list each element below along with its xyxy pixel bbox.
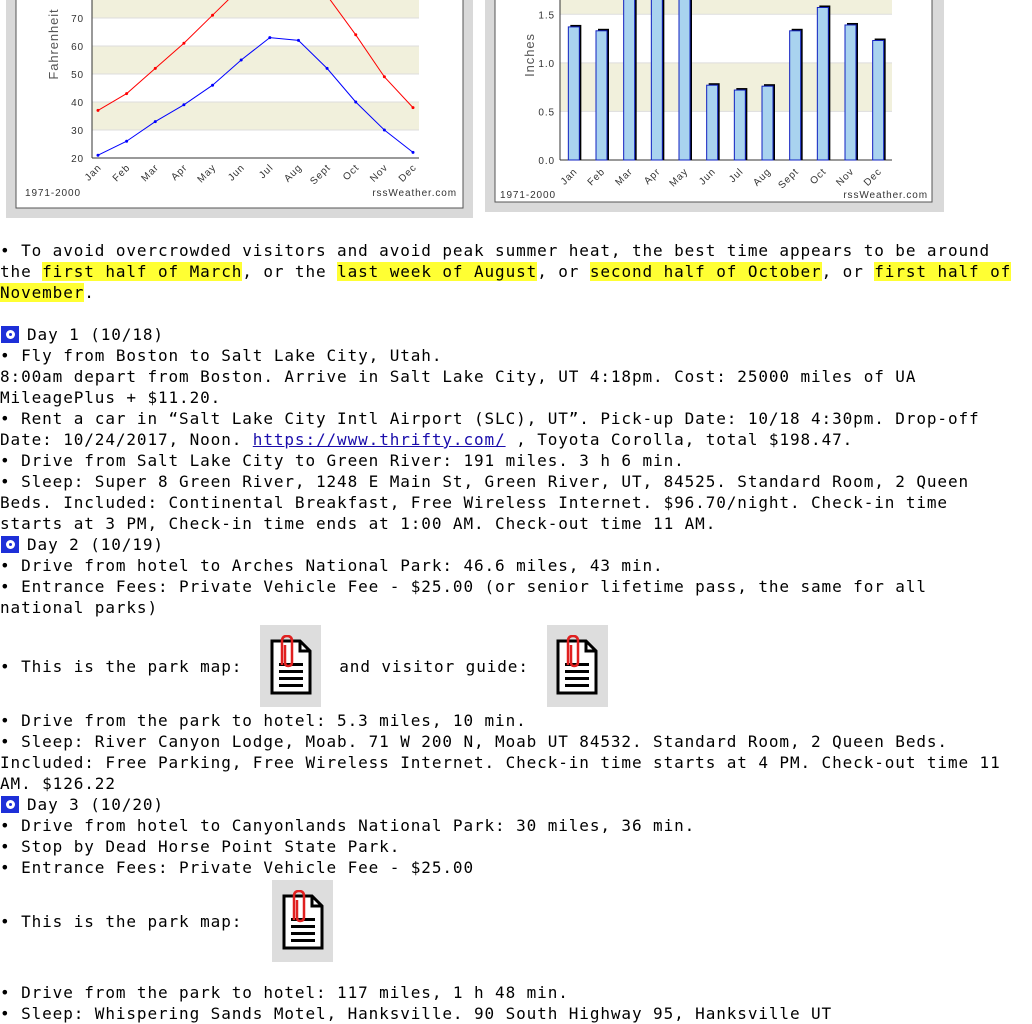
bar [873, 41, 884, 160]
bar [679, 0, 690, 160]
day-2-line-1: • Drive from hotel to Arches National Park: 46.6 miles, 43 min. [0, 556, 664, 575]
x-tick-label: May [667, 166, 691, 190]
data-point [211, 14, 214, 17]
park-map-attachment[interactable] [260, 625, 321, 707]
day-2-attachments [0, 625, 1020, 707]
attachment-document-icon [554, 635, 600, 697]
data-point [182, 42, 185, 45]
intro-end: . [84, 283, 95, 302]
day-3-line-3: • Entrance Fees: Private Vehicle Fee - $25.00 [0, 858, 474, 877]
x-tick-label: Jun [697, 166, 719, 188]
intro-sep-3: , or [821, 262, 875, 281]
x-tick-label: Nov [834, 166, 857, 189]
day-3-line-4: • Drive from the park to hotel: 117 miles, 1 h 48 min. [0, 983, 569, 1002]
day-1-title: Day 1 (10/18) [27, 325, 164, 344]
x-tick-label: Dec [396, 162, 420, 185]
data-point [240, 59, 243, 62]
x-tick-label: Mar [139, 162, 162, 185]
precipitation-chart-frame [485, 0, 944, 212]
day-1-header[interactable] [0, 324, 1020, 345]
x-tick-label: Jul [257, 162, 276, 182]
highlight-october: second half of October [589, 262, 822, 281]
temperature-chart-frame [6, 0, 473, 218]
data-point [268, 36, 271, 39]
data-point [182, 103, 185, 106]
collapse-toggle-icon[interactable] [1, 536, 19, 553]
day-2-line-4: • Sleep: River Canyon Lodge, Moab. 71 W 200 N, Moab UT 84532. Standard Room, 2 Queen Beds. Included: Free Parking, Free Wireless Internet. Check-in time starts at 4 PM. Check-out time 11 AM. $126.22 [0, 732, 1001, 793]
x-tick-label: Jan [558, 166, 580, 188]
intro-paragraph [0, 240, 1020, 303]
y-axis-label: Fahrenheit [46, 8, 61, 80]
day-1-line-1: • Fly from Boston to Salt Lake City, Utah. [0, 346, 443, 365]
data-point [354, 101, 357, 104]
intro-sep-2: , or [537, 262, 590, 281]
grid-band [560, 63, 892, 112]
day-1-car-text-end: , Toyota Corolla, total $198.47. [505, 430, 854, 449]
y-axis-label: Inches [522, 33, 537, 77]
bar [568, 27, 579, 160]
footer-right: rssWeather.com [843, 190, 928, 201]
day-3-header[interactable] [0, 794, 1020, 815]
x-tick-label: Feb [110, 162, 133, 185]
y-tick-label: 60 [71, 42, 84, 53]
data-point [154, 67, 157, 70]
highlight-august: last week of August [337, 262, 538, 281]
attachment-document-icon [268, 635, 314, 697]
thrifty-link[interactable]: https://www.thrifty.com/ [252, 430, 506, 449]
x-tick-label: Dec [862, 166, 885, 189]
bar [845, 25, 856, 160]
x-tick-label: Jul [727, 166, 746, 186]
bar [651, 0, 662, 160]
bar [624, 0, 635, 160]
data-point [383, 129, 386, 132]
day-1-car-rental [0, 408, 1020, 450]
grid-band [92, 0, 419, 18]
grid-band [92, 46, 419, 74]
day-1-car-text: • Rent a car in “Salt Lake City Intl Airport (SLC), UT”. Pick-up Date: 10/18 4:30pm. Drop-off Date: 10/24/2017, Noon. [0, 409, 980, 449]
x-tick-label: May [195, 162, 219, 186]
day-3-line-1: • Drive from hotel to Canyonlands National Park: 30 miles, 36 min. [0, 816, 696, 835]
day-2-line-3: • Drive from the park to hotel: 5.3 miles, 10 min. [0, 711, 527, 730]
highlight-november: first half of November [0, 262, 1012, 302]
footer-left: 1971-2000 [500, 190, 556, 201]
y-tick-label: 1.5 [538, 10, 555, 22]
y-tick-label: 30 [71, 126, 84, 137]
day-3-title: Day 3 (10/20) [27, 795, 164, 814]
precipitation-chart [485, 0, 944, 212]
highlight-march: first half of March [42, 262, 243, 281]
grid-band [560, 0, 892, 14]
data-point [154, 120, 157, 123]
data-point [125, 92, 128, 95]
intro-sep-1: , or the [242, 262, 338, 281]
park-map-label: • This is the park map: [0, 911, 243, 931]
day-3-line-5: • Sleep: Whispering Sands Motel, Hanksville. 90 South Highway 95, Hanksville UT [0, 1004, 833, 1023]
bar [762, 86, 773, 160]
x-tick-label: Aug [282, 162, 305, 185]
x-tick-label: Oct [341, 162, 362, 184]
intro-text: • To avoid overcrowded visitors and avoid peak summer heat, the best time appears to be around the [0, 241, 991, 281]
x-tick-label: Jan [83, 162, 105, 184]
x-tick-label: Aug [751, 166, 774, 189]
data-point [125, 140, 128, 143]
x-tick-label: Mar [613, 166, 636, 189]
y-tick-label: 40 [71, 98, 84, 109]
x-tick-label: Jun [226, 162, 248, 184]
data-point [326, 67, 329, 70]
visitor-guide-attachment[interactable] [547, 625, 608, 707]
collapse-toggle-icon[interactable] [1, 796, 19, 813]
y-tick-label: 1.0 [538, 58, 555, 70]
day-1-line-5: • Sleep: Super 8 Green River, 1248 E Main St, Green River, UT, 84525. Standard Room, 2 Queen Beds. Included: Continental Breakfast, Free Wireless Internet. $96.70/night. Check-in time starts at 3 PM, Check-in time ends at 1:00 AM. Check-out time 11 AM. [0, 472, 970, 533]
data-point [383, 75, 386, 78]
temperature-chart [6, 0, 473, 218]
itinerary-document [0, 240, 1020, 1024]
data-point [297, 39, 300, 42]
day-3-line-2: • Stop by Dead Horse Point State Park. [0, 837, 401, 856]
bar [790, 31, 801, 160]
bar [817, 7, 828, 160]
data-point [211, 84, 214, 87]
x-tick-label: Sept [308, 162, 334, 188]
bar [596, 31, 607, 160]
x-tick-label: Feb [585, 166, 608, 189]
collapse-toggle-icon[interactable] [1, 326, 19, 343]
attachment-document-icon [280, 890, 326, 952]
data-point [354, 33, 357, 36]
y-tick-label: 70 [71, 14, 84, 25]
day-2-line-2: • Entrance Fees: Private Vehicle Fee - $25.00 (or senior lifetime pass, the same for all national parks) [0, 577, 927, 617]
visitor-guide-label: and visitor guide: [339, 656, 529, 676]
day-3-attachments [0, 880, 1020, 962]
y-tick-label: 50 [71, 70, 84, 81]
day-1-line-2: 8:00am depart from Boston. Arrive in Salt Lake City, UT 4:18pm. Cost: 25000 miles of UA MileagePlus + $11.20. [0, 367, 917, 407]
data-point [412, 106, 415, 109]
day-2-title: Day 2 (10/19) [27, 535, 164, 554]
day-1-line-4: • Drive from Salt Lake City to Green River: 191 miles. 3 h 6 min. [0, 451, 685, 470]
x-tick-label: Nov [368, 162, 391, 185]
footer-right: rssWeather.com [372, 188, 457, 199]
data-point [412, 151, 415, 154]
y-tick-label: 0.0 [538, 156, 555, 167]
x-tick-label: Apr [642, 166, 663, 188]
x-tick-label: Sept [776, 166, 802, 192]
x-tick-label: Oct [808, 166, 829, 188]
y-tick-label: 0.5 [538, 107, 555, 119]
footer-left: 1971-2000 [25, 188, 81, 199]
bar [707, 85, 718, 160]
data-point [97, 109, 100, 112]
park-map-attachment[interactable] [272, 880, 333, 962]
data-point [97, 154, 100, 157]
x-tick-label: Apr [169, 162, 191, 184]
park-map-label: • This is the park map: [0, 656, 243, 676]
y-tick-label: 20 [71, 154, 84, 165]
bar [734, 90, 745, 160]
day-2-header[interactable] [0, 534, 1020, 555]
